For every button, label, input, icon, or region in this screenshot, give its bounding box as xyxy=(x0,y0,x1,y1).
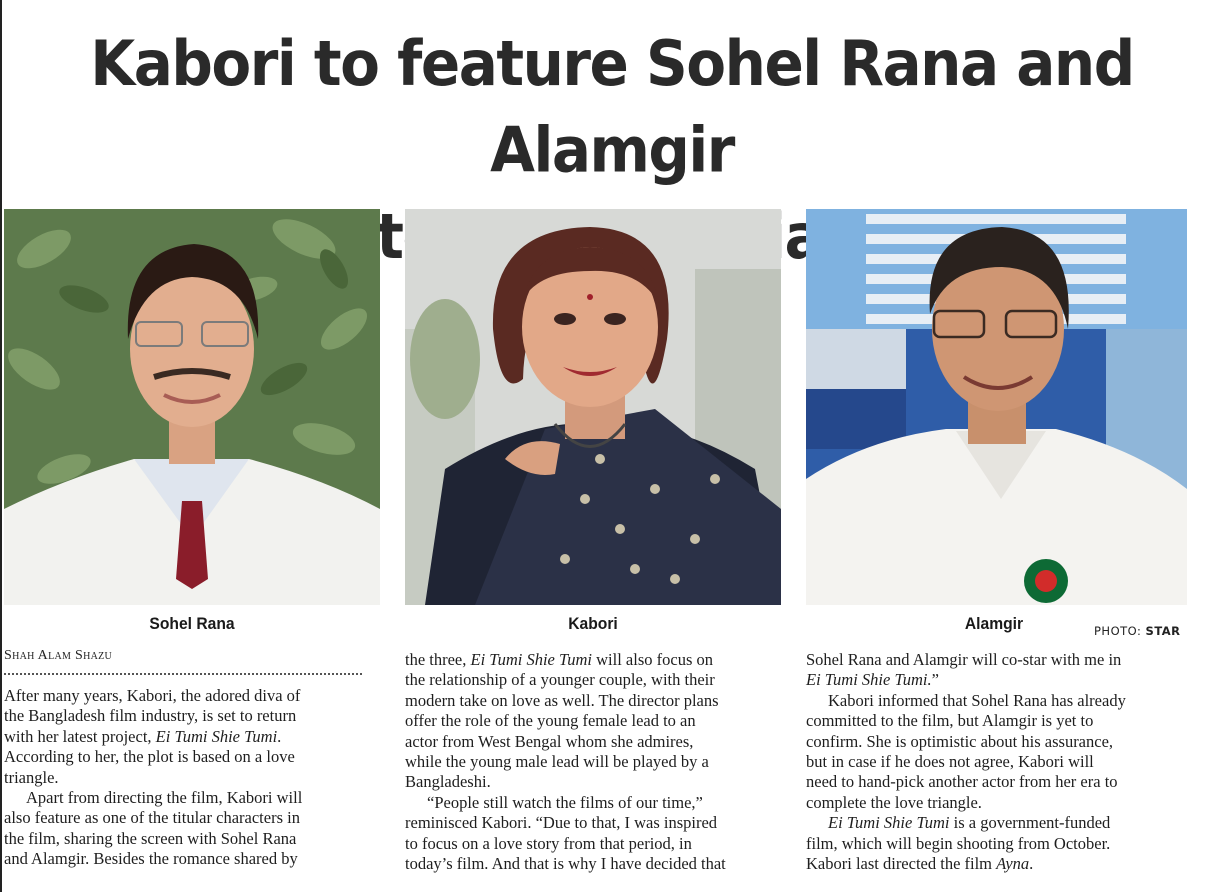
film-title: Ayna xyxy=(996,854,1030,874)
text-line: Kabori last directed the film xyxy=(806,854,997,874)
text-line: film, which will begin shooting from October. xyxy=(806,833,1111,853)
text-line: modern take on love as well. The director plans xyxy=(405,690,719,710)
text-line: also feature as one of the titular characters in xyxy=(4,808,300,828)
film-title: Ei Tumi Shie Tumi xyxy=(828,813,950,833)
article-column-1 xyxy=(4,686,302,870)
text-line: to focus on a love story from that period, in xyxy=(405,833,692,853)
text-line: Kabori informed that Sohel Rana has already xyxy=(828,690,1126,710)
text-line: According to her, the plot is based on a love xyxy=(4,747,295,767)
photo-credit-source: STAR xyxy=(1145,624,1181,638)
text-line: . xyxy=(1029,854,1034,874)
paragraph xyxy=(405,650,726,793)
text-line: triangle. xyxy=(4,767,59,787)
byline: Shah Alam Shazu xyxy=(4,648,113,663)
text-line: . xyxy=(277,726,282,746)
paragraph xyxy=(4,686,302,788)
film-title: Ei Tumi Shie Tumi xyxy=(155,726,278,746)
text-line: actor from West Bengal whom she admires, xyxy=(405,731,694,751)
text-line: complete the love triangle. xyxy=(806,792,982,812)
text-line: today’s film. And that is why I have decided that xyxy=(405,854,726,874)
caption-alamgir: Alamgir xyxy=(964,614,1024,633)
paragraph xyxy=(806,813,1126,833)
text-line: After many years, Kabori, the adored diva of xyxy=(4,686,301,705)
text-line: the film, sharing the screen with Sohel Rana xyxy=(4,828,297,848)
film-title: Ei Tumi Shie Tumi. xyxy=(806,670,932,690)
paragraph-continued xyxy=(806,834,1126,875)
photo-credit-label: PHOTO: xyxy=(1094,624,1142,638)
text-line: reminisced Kabori. “Due to that, I was inspired xyxy=(405,813,718,833)
paragraph-continued xyxy=(806,650,1126,691)
paragraph-continued xyxy=(806,711,1126,813)
paragraph-continued xyxy=(405,813,726,874)
byline-dotted-rule xyxy=(4,673,362,675)
text-line: is a government-funded xyxy=(949,813,1111,833)
paragraph xyxy=(405,793,726,813)
headline-line-1: Kabori to feature Sohel Rana and Alamgir xyxy=(90,26,1134,187)
text-line: Apart from directing the film, Kabori will xyxy=(26,788,303,808)
article-column-2 xyxy=(405,650,726,874)
text-line: confirm. She is optimistic about his assurance, xyxy=(806,731,1114,751)
caption-sohel-rana: Sohel Rana xyxy=(149,614,235,633)
text-line: need to hand-pick another actor from her era to xyxy=(806,772,1118,792)
paragraph xyxy=(806,691,1126,711)
text-line: and Alamgir. Besides the romance shared by xyxy=(4,849,298,869)
text-line: ” xyxy=(931,670,939,690)
text-line: Bangladeshi. xyxy=(405,772,491,792)
text-line: the three, xyxy=(405,650,471,669)
text-line: the Bangladesh film industry, is set to return xyxy=(4,706,297,726)
photo-sohel-rana xyxy=(4,209,380,605)
photo-credit xyxy=(1094,624,1181,638)
text-line: “People still watch the films of our time,” xyxy=(427,792,703,812)
text-line: but in case if he does not agree, Kabori will xyxy=(806,752,1094,772)
text-line: Sohel Rana and Alamgir will co-star with me in xyxy=(806,650,1122,669)
paragraph-continued xyxy=(4,808,302,869)
photo-alamgir xyxy=(806,209,1187,605)
photo-kabori xyxy=(405,209,781,605)
text-line: the relationship of a younger couple, with their xyxy=(405,670,715,690)
article-column-3 xyxy=(806,650,1126,874)
caption-kabori: Kabori xyxy=(568,614,618,633)
paragraph xyxy=(4,788,302,808)
text-line: will also focus on xyxy=(592,650,713,669)
text-line: offer the role of the young female lead to an xyxy=(405,711,696,731)
text-line: with her latest project, xyxy=(4,726,156,746)
film-title: Ei Tumi Shie Tumi xyxy=(470,650,592,669)
text-line: while the young male lead will be played by a xyxy=(405,752,709,772)
text-line: committed to the film, but Alamgir is yet to xyxy=(806,711,1094,731)
